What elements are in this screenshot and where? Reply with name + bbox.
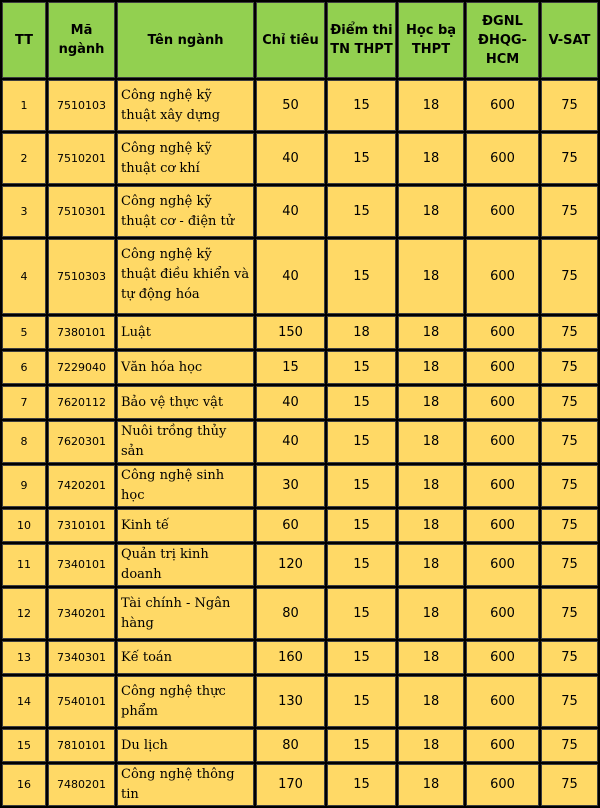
cell-diem-thi: 15 [327, 676, 396, 727]
cell-chi-tieu: 160 [256, 641, 325, 674]
cell-ten-nganh: Công nghệ kỹ thuật cơ khí [117, 133, 254, 184]
cell-tt: 8 [2, 421, 46, 463]
header-hoc-ba: Học bạ THPT [398, 2, 464, 78]
header-row [2, 2, 598, 78]
cell-hoc-ba: 18 [398, 80, 464, 131]
cell-diem-thi: 15 [327, 386, 396, 419]
cell-diem-thi: 15 [327, 544, 396, 586]
cell-ma-nganh: 7310101 [48, 509, 115, 542]
cell-hoc-ba: 18 [398, 544, 464, 586]
cell-diem-thi: 15 [327, 729, 396, 762]
cell-vsat: 75 [541, 509, 598, 542]
header-ma-nganh: Mã ngành [48, 2, 115, 78]
cell-diem-thi: 15 [327, 186, 396, 237]
cell-hoc-ba: 18 [398, 186, 464, 237]
cell-dgnl: 600 [466, 186, 539, 237]
cell-ten-nganh: Văn hóa học [117, 351, 254, 384]
cell-diem-thi: 15 [327, 509, 396, 542]
cell-vsat: 75 [541, 80, 598, 131]
cell-diem-thi: 18 [327, 316, 396, 349]
cell-tt: 15 [2, 729, 46, 762]
cell-chi-tieu: 15 [256, 351, 325, 384]
table-row [2, 386, 598, 419]
cell-ten-nganh: Công nghệ kỹ thuật xây dựng [117, 80, 254, 131]
cell-tt: 13 [2, 641, 46, 674]
cell-tt: 9 [2, 465, 46, 507]
cell-tt: 7 [2, 386, 46, 419]
cell-ma-nganh: 7540101 [48, 676, 115, 727]
cell-diem-thi: 15 [327, 80, 396, 131]
cell-dgnl: 600 [466, 239, 539, 314]
cell-ten-nganh: Công nghệ sinh học [117, 465, 254, 507]
cell-dgnl: 600 [466, 351, 539, 384]
header-dgnl: ĐGNL ĐHQG-HCM [466, 2, 539, 78]
cell-chi-tieu: 170 [256, 764, 325, 806]
table-row [2, 316, 598, 349]
cell-ma-nganh: 7510201 [48, 133, 115, 184]
header-chi-tieu: Chỉ tiêu [256, 2, 325, 78]
table-row [2, 509, 598, 542]
cell-dgnl: 600 [466, 80, 539, 131]
cell-diem-thi: 15 [327, 764, 396, 806]
cell-vsat: 75 [541, 465, 598, 507]
cell-chi-tieu: 40 [256, 386, 325, 419]
cell-hoc-ba: 18 [398, 729, 464, 762]
cell-tt: 11 [2, 544, 46, 586]
cell-ma-nganh: 7420201 [48, 465, 115, 507]
cell-hoc-ba: 18 [398, 133, 464, 184]
cell-tt: 2 [2, 133, 46, 184]
cell-ten-nganh: Bảo vệ thực vật [117, 386, 254, 419]
cell-diem-thi: 15 [327, 133, 396, 184]
table-row [2, 351, 598, 384]
cell-diem-thi: 15 [327, 641, 396, 674]
cell-dgnl: 600 [466, 764, 539, 806]
cell-diem-thi: 15 [327, 351, 396, 384]
cell-vsat: 75 [541, 386, 598, 419]
header-diem-thi: Điểm thi TN THPT [327, 2, 396, 78]
table-row [2, 186, 598, 237]
cell-hoc-ba: 18 [398, 764, 464, 806]
table-row [2, 80, 598, 131]
cell-tt: 1 [2, 80, 46, 131]
cell-chi-tieu: 40 [256, 239, 325, 314]
cell-dgnl: 600 [466, 386, 539, 419]
cell-ten-nganh: Công nghệ kỹ thuật cơ - điện tử [117, 186, 254, 237]
cell-dgnl: 600 [466, 421, 539, 463]
header-ten-nganh: Tên ngành [117, 2, 254, 78]
cell-diem-thi: 15 [327, 239, 396, 314]
cell-vsat: 75 [541, 351, 598, 384]
cell-chi-tieu: 40 [256, 133, 325, 184]
cell-ma-nganh: 7380101 [48, 316, 115, 349]
cell-tt: 16 [2, 764, 46, 806]
cell-chi-tieu: 40 [256, 186, 325, 237]
cell-hoc-ba: 18 [398, 386, 464, 419]
cell-ten-nganh: Tài chính - Ngân hàng [117, 588, 254, 639]
cell-dgnl: 600 [466, 316, 539, 349]
cell-tt: 4 [2, 239, 46, 314]
cell-chi-tieu: 60 [256, 509, 325, 542]
cell-hoc-ba: 18 [398, 676, 464, 727]
cell-vsat: 75 [541, 133, 598, 184]
cell-vsat: 75 [541, 316, 598, 349]
cell-vsat: 75 [541, 588, 598, 639]
cell-chi-tieu: 150 [256, 316, 325, 349]
cell-chi-tieu: 120 [256, 544, 325, 586]
cell-chi-tieu: 40 [256, 421, 325, 463]
cell-ten-nganh: Nuôi trồng thủy sản [117, 421, 254, 463]
cell-ma-nganh: 7340301 [48, 641, 115, 674]
cell-tt: 14 [2, 676, 46, 727]
table-row [2, 133, 598, 184]
cell-hoc-ba: 18 [398, 588, 464, 639]
cell-ma-nganh: 7229040 [48, 351, 115, 384]
cell-hoc-ba: 18 [398, 239, 464, 314]
cell-dgnl: 600 [466, 465, 539, 507]
cell-hoc-ba: 18 [398, 421, 464, 463]
cell-ten-nganh: Kinh tế [117, 509, 254, 542]
cell-vsat: 75 [541, 764, 598, 806]
cell-tt: 12 [2, 588, 46, 639]
cell-ten-nganh: Du lịch [117, 729, 254, 762]
cell-ma-nganh: 7810101 [48, 729, 115, 762]
cell-tt: 3 [2, 186, 46, 237]
table-row [2, 544, 598, 586]
cell-hoc-ba: 18 [398, 465, 464, 507]
table-row [2, 729, 598, 762]
table-row [2, 764, 598, 806]
cell-dgnl: 600 [466, 641, 539, 674]
cell-dgnl: 600 [466, 133, 539, 184]
table-row [2, 465, 598, 507]
cell-dgnl: 600 [466, 588, 539, 639]
cell-vsat: 75 [541, 239, 598, 314]
cell-ten-nganh: Công nghệ kỹ thuật điều khiển và tự động hóa [117, 239, 254, 314]
cell-ma-nganh: 7510103 [48, 80, 115, 131]
cell-vsat: 75 [541, 544, 598, 586]
cell-dgnl: 600 [466, 544, 539, 586]
cell-chi-tieu: 50 [256, 80, 325, 131]
cell-chi-tieu: 80 [256, 729, 325, 762]
cell-ma-nganh: 7620301 [48, 421, 115, 463]
cell-hoc-ba: 18 [398, 351, 464, 384]
cell-vsat: 75 [541, 641, 598, 674]
cell-ten-nganh: Quản trị kinh doanh [117, 544, 254, 586]
cell-dgnl: 600 [466, 676, 539, 727]
cell-ma-nganh: 7620112 [48, 386, 115, 419]
cell-chi-tieu: 80 [256, 588, 325, 639]
cell-ma-nganh: 7510303 [48, 239, 115, 314]
cell-ma-nganh: 7340101 [48, 544, 115, 586]
cell-vsat: 75 [541, 729, 598, 762]
cell-dgnl: 600 [466, 509, 539, 542]
cell-chi-tieu: 130 [256, 676, 325, 727]
table-row [2, 676, 598, 727]
cell-vsat: 75 [541, 676, 598, 727]
cell-diem-thi: 15 [327, 588, 396, 639]
cell-hoc-ba: 18 [398, 641, 464, 674]
cell-ma-nganh: 7510301 [48, 186, 115, 237]
cell-hoc-ba: 18 [398, 509, 464, 542]
header-tt: TT [2, 2, 46, 78]
cell-tt: 5 [2, 316, 46, 349]
cell-ma-nganh: 7480201 [48, 764, 115, 806]
cell-diem-thi: 15 [327, 465, 396, 507]
cell-diem-thi: 15 [327, 421, 396, 463]
cell-hoc-ba: 18 [398, 316, 464, 349]
cell-vsat: 75 [541, 186, 598, 237]
cell-ten-nganh: Công nghệ thông tin [117, 764, 254, 806]
cell-chi-tieu: 30 [256, 465, 325, 507]
cell-tt: 10 [2, 509, 46, 542]
cell-ten-nganh: Luật [117, 316, 254, 349]
cell-ten-nganh: Kế toán [117, 641, 254, 674]
cell-ten-nganh: Công nghệ thực phẩm [117, 676, 254, 727]
table-row [2, 641, 598, 674]
cell-ma-nganh: 7340201 [48, 588, 115, 639]
table-row [2, 421, 598, 463]
header-vsat: V-SAT [541, 2, 598, 78]
cell-tt: 6 [2, 351, 46, 384]
cell-vsat: 75 [541, 421, 598, 463]
cell-dgnl: 600 [466, 729, 539, 762]
table-row [2, 239, 598, 314]
table-row [2, 588, 598, 639]
